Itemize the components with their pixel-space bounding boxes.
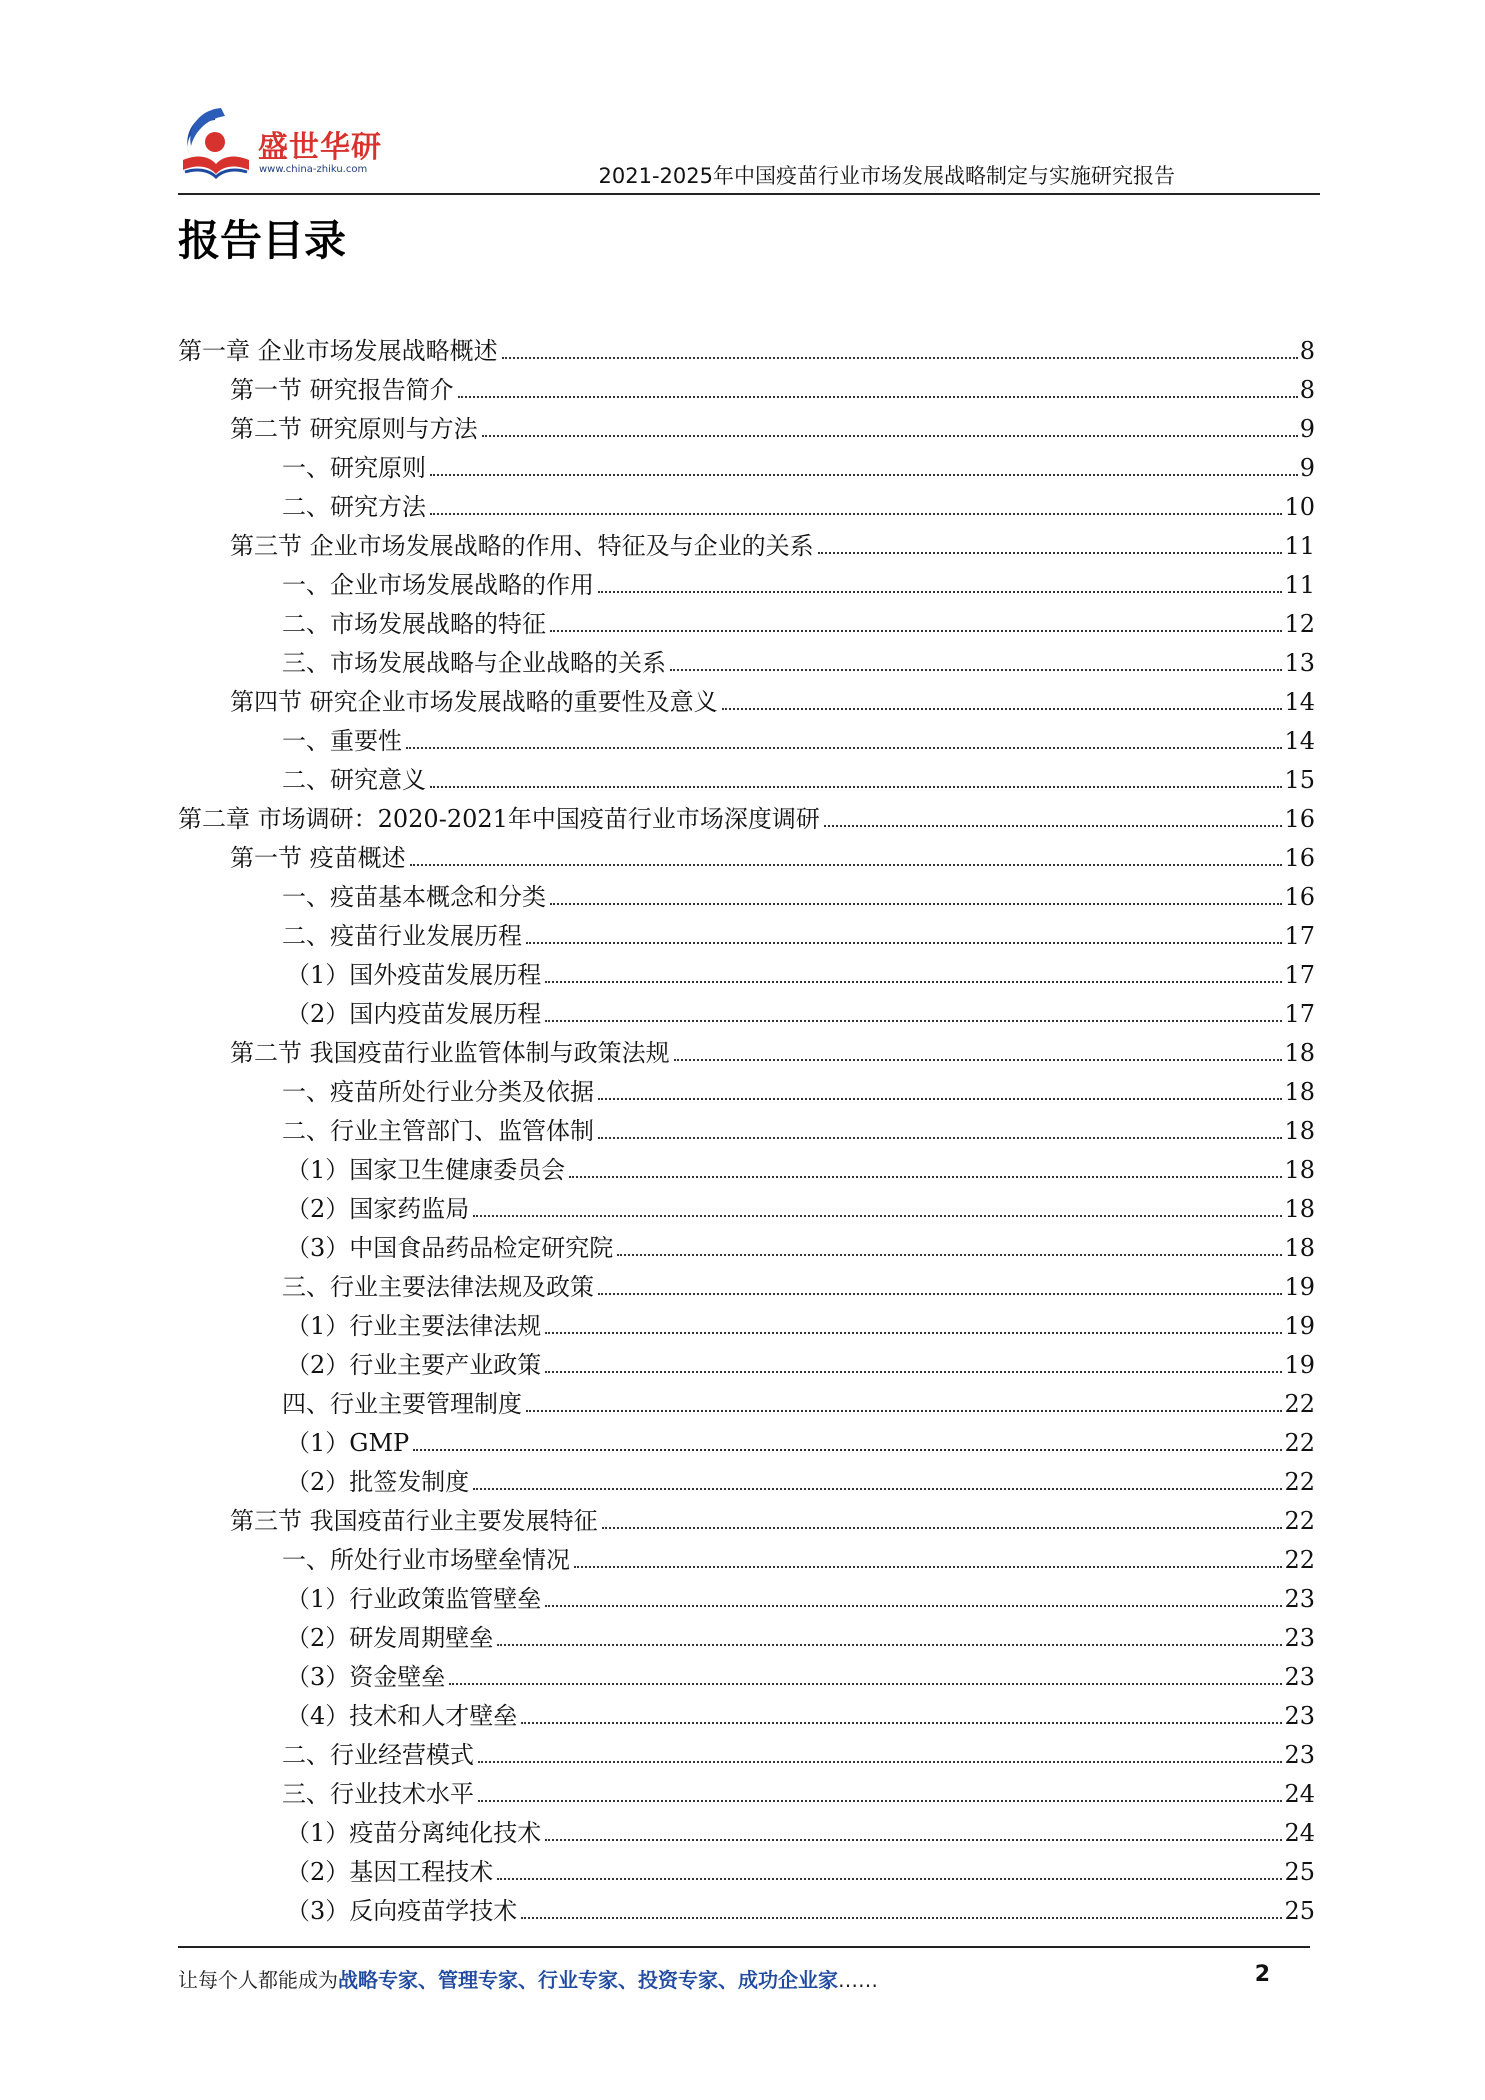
toc-entry[interactable] <box>178 755 1315 794</box>
toc-entry[interactable] <box>178 1691 1315 1730</box>
toc-entry[interactable] <box>178 599 1315 638</box>
toc-entry[interactable] <box>178 989 1315 1028</box>
toc-entry-page: 14 <box>1284 688 1315 716</box>
toc-entry-page: 19 <box>1284 1273 1315 1301</box>
toc-dot-leader <box>526 1410 1282 1412</box>
toc-entry-label: （2）研发周期壁垒 <box>286 1624 494 1652</box>
toc-dot-leader <box>458 396 1298 398</box>
toc-entry-page: 13 <box>1284 649 1315 677</box>
toc-entry-label: 第三节 我国疫苗行业主要发展特征 <box>230 1507 598 1535</box>
toc-entry-page: 24 <box>1284 1780 1315 1808</box>
toc-dot-leader <box>545 1332 1282 1334</box>
toc-entry-page: 18 <box>1284 1117 1315 1145</box>
toc-entry-page: 14 <box>1284 727 1315 755</box>
toc-entry[interactable] <box>178 1652 1315 1691</box>
toc-entry[interactable] <box>178 1145 1315 1184</box>
footer-slogan-suffix: …… <box>838 1968 878 1992</box>
toc-dot-leader <box>521 1917 1282 1919</box>
toc-entry[interactable] <box>178 1379 1315 1418</box>
toc-entry-page: 22 <box>1284 1546 1315 1574</box>
toc-entry-label: 二、市场发展战略的特征 <box>282 610 546 638</box>
toc-entry-page: 23 <box>1284 1624 1315 1652</box>
page-number: 2 <box>1254 1962 1270 1987</box>
toc-entry-label: 四、行业主要管理制度 <box>282 1390 522 1418</box>
toc-entry[interactable] <box>178 1847 1315 1886</box>
toc-entry-page: 11 <box>1284 571 1315 599</box>
toc-dot-leader <box>574 1566 1282 1568</box>
page-title: 报告目录 <box>178 216 347 265</box>
toc-entry-page: 17 <box>1284 1000 1315 1028</box>
toc-entry-label: 二、研究意义 <box>282 766 426 794</box>
toc-entry[interactable] <box>178 677 1315 716</box>
toc-dot-leader <box>478 1800 1282 1802</box>
toc-entry[interactable] <box>178 1028 1315 1067</box>
toc-entry-label: 第一节 研究报告简介 <box>230 376 454 404</box>
toc-entry[interactable] <box>178 1808 1315 1847</box>
toc-dot-leader <box>598 1293 1282 1295</box>
toc-entry[interactable] <box>178 872 1315 911</box>
company-logo <box>175 104 425 186</box>
toc-entry[interactable] <box>178 1769 1315 1808</box>
toc-entry[interactable] <box>178 1067 1315 1106</box>
toc-entry-label: 第二节 研究原则与方法 <box>230 415 478 443</box>
toc-dot-leader <box>521 1722 1282 1724</box>
toc-entry-label: （1）行业政策监管壁垒 <box>286 1585 542 1613</box>
toc-entry-page: 17 <box>1284 961 1315 989</box>
toc-dot-leader <box>545 981 1282 983</box>
toc-entry-page: 23 <box>1284 1702 1315 1730</box>
toc-entry-label: 一、疫苗所处行业分类及依据 <box>282 1078 594 1106</box>
toc-entry-label: 三、行业技术水平 <box>282 1780 474 1808</box>
toc-entry[interactable] <box>178 1106 1315 1145</box>
toc-dot-leader <box>473 1215 1282 1217</box>
toc-entry[interactable] <box>178 482 1315 521</box>
toc-dot-leader <box>598 1137 1282 1139</box>
toc-entry-label: 第一节 疫苗概述 <box>230 844 406 872</box>
logo-url: www.china-zhiku.com <box>259 164 368 175</box>
toc-entry-page: 16 <box>1284 844 1315 872</box>
toc-dot-leader <box>824 825 1283 827</box>
toc-entry-label: 三、市场发展战略与企业战略的关系 <box>282 649 666 677</box>
toc-entry-page: 22 <box>1284 1507 1315 1535</box>
toc-entry[interactable] <box>178 1340 1315 1379</box>
toc-entry-label: 第一章 企业市场发展战略概述 <box>178 337 498 365</box>
toc-entry[interactable] <box>178 1457 1315 1496</box>
toc-entry-page: 12 <box>1284 610 1315 638</box>
toc-dot-leader <box>545 1605 1282 1607</box>
toc-entry-label: 第三节 企业市场发展战略的作用、特征及与企业的关系 <box>230 532 814 560</box>
toc-entry-label: （3）资金壁垒 <box>286 1663 446 1691</box>
toc-dot-leader <box>410 864 1283 866</box>
toc-entry-page: 16 <box>1284 805 1315 833</box>
toc-entry-page: 23 <box>1284 1663 1315 1691</box>
toc-dot-leader <box>598 1098 1282 1100</box>
toc-entry-page: 22 <box>1284 1468 1315 1496</box>
footer-slogan-prefix: 让每个人都能成为 <box>178 1968 338 1992</box>
toc-dot-leader <box>482 435 1298 437</box>
toc-entry-label: 三、行业主要法律法规及政策 <box>282 1273 594 1301</box>
toc-entry[interactable] <box>178 1418 1315 1457</box>
toc-entry-page: 22 <box>1284 1429 1315 1457</box>
toc-dot-leader <box>430 474 1298 476</box>
toc-entry[interactable] <box>178 1223 1315 1262</box>
toc-entry-page: 15 <box>1284 766 1315 794</box>
report-title: 2021-2025年中国疫苗行业市场发展战略制定与实施研究报告 <box>598 164 1175 188</box>
toc-entry[interactable] <box>178 1613 1315 1652</box>
toc-entry[interactable] <box>178 833 1315 872</box>
toc-entry-label: （3）反向疫苗学技术 <box>286 1897 518 1925</box>
toc-entry-page: 24 <box>1284 1819 1315 1847</box>
toc-entry-page: 18 <box>1284 1234 1315 1262</box>
toc-entry-page: 18 <box>1284 1156 1315 1184</box>
toc-entry-page: 22 <box>1284 1390 1315 1418</box>
toc-dot-leader <box>526 942 1282 944</box>
header-divider <box>178 193 1320 195</box>
toc-dot-leader <box>598 591 1282 593</box>
toc-dot-leader <box>674 1059 1283 1061</box>
toc-entry-page: 18 <box>1284 1039 1315 1067</box>
toc-entry-label: （2）国家药监局 <box>286 1195 470 1223</box>
toc-entry[interactable] <box>178 326 1315 365</box>
toc-dot-leader <box>478 1761 1282 1763</box>
toc-entry-label: （1）国外疫苗发展历程 <box>286 961 542 989</box>
footer-slogan-emphasis: 战略专家、管理专家、行业专家、投资专家、成功企业家 <box>338 1968 838 1992</box>
toc-dot-leader <box>617 1254 1282 1256</box>
toc-dot-leader <box>497 1878 1282 1880</box>
toc-entry[interactable] <box>178 638 1315 677</box>
toc-entry-page: 19 <box>1284 1351 1315 1379</box>
toc-entry-label: 第二章 市场调研：2020-2021年中国疫苗行业市场深度调研 <box>178 805 820 833</box>
toc-dot-leader <box>473 1488 1282 1490</box>
toc-dot-leader <box>670 669 1282 671</box>
toc-entry-label: 第四节 研究企业市场发展战略的重要性及意义 <box>230 688 718 716</box>
toc-entry-page: 18 <box>1284 1195 1315 1223</box>
toc-entry[interactable] <box>178 911 1315 950</box>
toc-entry[interactable] <box>178 1301 1315 1340</box>
toc-entry-label: （1）GMP <box>286 1429 410 1457</box>
toc-entry[interactable] <box>178 404 1315 443</box>
toc-entry-label: （2）基因工程技术 <box>286 1858 494 1886</box>
toc-entry[interactable] <box>178 1730 1315 1769</box>
toc-dot-leader <box>818 552 1283 554</box>
toc-entry-label: 一、重要性 <box>282 727 402 755</box>
toc-entry[interactable] <box>178 1886 1315 1925</box>
toc-entry-page: 25 <box>1284 1858 1315 1886</box>
footer-divider <box>178 1946 1310 1948</box>
toc-entry-label: 一、研究原则 <box>282 454 426 482</box>
toc-entry[interactable] <box>178 521 1315 560</box>
toc-entry[interactable] <box>178 560 1315 599</box>
toc-entry-label: 二、行业经营模式 <box>282 1741 474 1769</box>
toc-dot-leader <box>449 1683 1282 1685</box>
toc-entry-page: 25 <box>1284 1897 1315 1925</box>
toc-entry[interactable] <box>178 716 1315 755</box>
toc-entry[interactable] <box>178 1184 1315 1223</box>
toc-entry-label: （1）行业主要法律法规 <box>286 1312 542 1340</box>
toc-entry-label: 一、所处行业市场壁垒情况 <box>282 1546 570 1574</box>
toc-entry-label: 一、疫苗基本概念和分类 <box>282 883 546 911</box>
toc-entry-label: （2）国内疫苗发展历程 <box>286 1000 542 1028</box>
toc-entry[interactable] <box>178 950 1315 989</box>
toc-entry-page: 23 <box>1284 1585 1315 1613</box>
toc-entry-label: （1）疫苗分离纯化技术 <box>286 1819 542 1847</box>
toc-dot-leader <box>602 1527 1283 1529</box>
toc-entry-label: 二、行业主管部门、监管体制 <box>282 1117 594 1145</box>
toc-entry[interactable] <box>178 1574 1315 1613</box>
toc-entry[interactable] <box>178 1496 1315 1535</box>
toc-entry-page: 18 <box>1284 1078 1315 1106</box>
logo-name: 盛世华研 <box>258 130 382 165</box>
toc-dot-leader <box>550 903 1282 905</box>
toc-entry-page: 23 <box>1284 1741 1315 1769</box>
toc-dot-leader <box>569 1176 1282 1178</box>
toc-dot-leader <box>502 357 1298 359</box>
toc-entry-page: 10 <box>1284 493 1315 521</box>
toc-entry-page: 19 <box>1284 1312 1315 1340</box>
logo-emblem-icon <box>175 104 257 186</box>
toc-dot-leader <box>545 1371 1282 1373</box>
toc-entry-label: 第二节 我国疫苗行业监管体制与政策法规 <box>230 1039 670 1067</box>
table-of-contents <box>178 326 1315 1925</box>
toc-entry[interactable] <box>178 794 1315 833</box>
toc-dot-leader <box>406 747 1282 749</box>
toc-entry-page: 16 <box>1284 883 1315 911</box>
toc-entry-page: 17 <box>1284 922 1315 950</box>
toc-entry-page: 11 <box>1284 532 1315 560</box>
toc-entry-label: （2）行业主要产业政策 <box>286 1351 542 1379</box>
toc-entry-label: （2）批签发制度 <box>286 1468 470 1496</box>
toc-entry-page: 9 <box>1299 415 1315 443</box>
toc-dot-leader <box>430 513 1282 515</box>
toc-entry-label: （1）国家卫生健康委员会 <box>286 1156 566 1184</box>
toc-entry-label: 二、研究方法 <box>282 493 426 521</box>
toc-dot-leader <box>545 1020 1282 1022</box>
toc-entry-label: 二、疫苗行业发展历程 <box>282 922 522 950</box>
toc-entry[interactable] <box>178 365 1315 404</box>
toc-entry-label: （4）技术和人才壁垒 <box>286 1702 518 1730</box>
toc-dot-leader <box>497 1644 1282 1646</box>
toc-dot-leader <box>545 1839 1282 1841</box>
toc-entry-page: 9 <box>1299 454 1315 482</box>
toc-entry-label: （3）中国食品药品检定研究院 <box>286 1234 614 1262</box>
toc-entry[interactable] <box>178 1535 1315 1574</box>
footer-slogan <box>178 1964 878 1993</box>
toc-dot-leader <box>722 708 1283 710</box>
toc-dot-leader <box>430 786 1282 788</box>
toc-entry-page: 8 <box>1299 376 1315 404</box>
toc-entry[interactable] <box>178 1262 1315 1301</box>
toc-entry-page: 8 <box>1299 337 1315 365</box>
toc-entry-label: 一、企业市场发展战略的作用 <box>282 571 594 599</box>
toc-entry[interactable] <box>178 443 1315 482</box>
toc-dot-leader <box>550 630 1282 632</box>
toc-dot-leader <box>413 1449 1282 1451</box>
